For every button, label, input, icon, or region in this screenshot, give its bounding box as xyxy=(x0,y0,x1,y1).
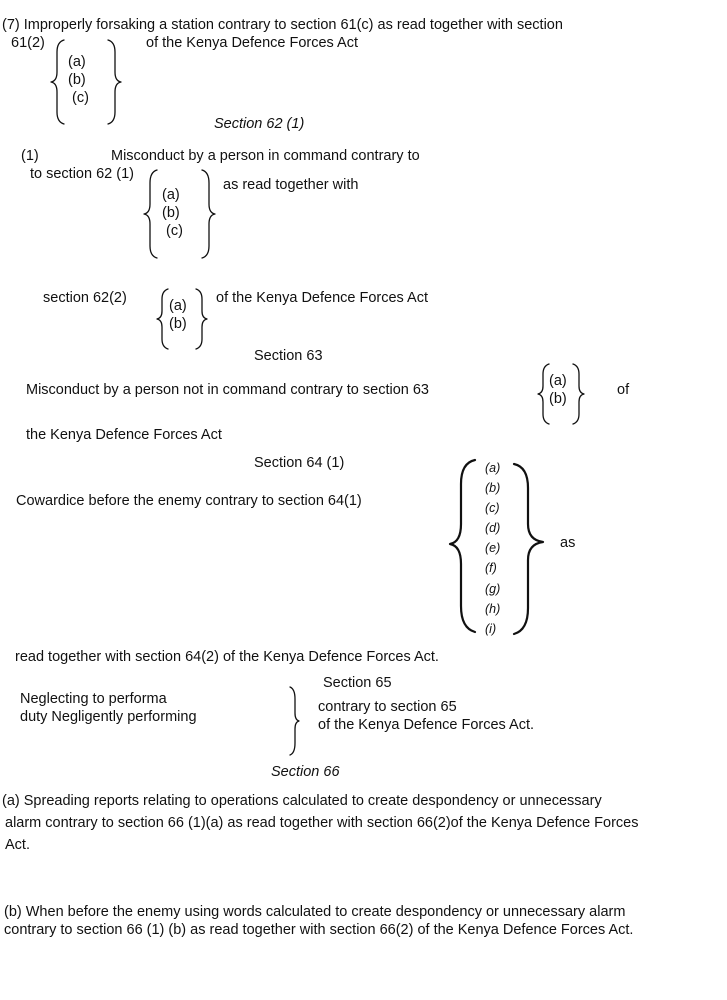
s62-heading: Section 62 (1) xyxy=(214,116,305,132)
s62-item: (a) xyxy=(169,298,187,314)
s65-heading: Section 65 xyxy=(323,675,392,691)
s62-item: (b) xyxy=(162,205,180,221)
s61-line1: (7) Improperly forsaking a station contrary to section 61(c) as read together with section xyxy=(2,17,563,33)
s62-items-2 xyxy=(169,297,187,333)
s63-of: of xyxy=(617,382,630,398)
s64-right-brace xyxy=(508,460,548,638)
s65-right1: contrary to section 65 xyxy=(318,699,457,715)
s62-right-brace-2 xyxy=(192,287,210,351)
s65-left1: Neglecting to performa xyxy=(20,691,167,707)
s61-tail: of the Kenya Defence Forces Act xyxy=(146,35,358,51)
s62-line2: to section 62 (1) xyxy=(30,166,134,182)
s66-heading: Section 66 xyxy=(271,764,340,780)
s66-b-line1: (b) When before the enemy using words calculated to create despondency or unnecessary alarm xyxy=(4,904,626,920)
s63-item: (b) xyxy=(549,391,567,407)
s64-item: (h) xyxy=(485,601,501,616)
s66-a-line1: (a) Spreading reports relating to operations calculated to create despondency or unnecessary xyxy=(2,793,602,809)
s62-left-brace-1 xyxy=(141,168,161,260)
s64-item: (e) xyxy=(485,541,501,556)
s64-item: (g) xyxy=(485,581,501,596)
s61-item: (c) xyxy=(72,90,89,106)
s62-item: (a) xyxy=(162,187,180,203)
s62-items-1 xyxy=(162,186,183,240)
s61-line2: 61(2) xyxy=(11,35,45,51)
s64-item: (f) xyxy=(485,561,497,576)
s62-read: as read together with xyxy=(223,177,359,193)
s64-item: (b) xyxy=(485,481,501,496)
s61-right-brace xyxy=(104,38,124,126)
s66-a-line2: alarm contrary to section 66 (1)(a) as read together with section 66(2)of the Kenya Defence Forces xyxy=(5,815,639,831)
s64-item: (d) xyxy=(485,521,501,536)
s65-left2: duty Negligently performing xyxy=(20,709,197,725)
s63-right-brace xyxy=(569,362,587,426)
s62-num: (1) xyxy=(21,148,39,164)
s61-item: (a) xyxy=(68,54,86,70)
s62-item: (c) xyxy=(166,223,183,239)
s63-text: Misconduct by a person not in command contrary to section 63 xyxy=(26,382,429,398)
s64-items xyxy=(485,458,500,639)
s64-item: (a) xyxy=(485,461,501,475)
s63-line2: the Kenya Defence Forces Act xyxy=(26,427,222,443)
s61-item: (b) xyxy=(68,72,86,88)
s64-as: as xyxy=(560,535,576,551)
s61-items xyxy=(68,53,89,107)
s62-text: Misconduct by a person in command contrary to xyxy=(111,148,420,164)
s64-item: (i) xyxy=(485,621,497,636)
s64-text: Cowardice before the enemy contrary to section 64(1) xyxy=(16,493,362,509)
s63-items xyxy=(549,372,567,408)
s63-item: (a) xyxy=(549,373,567,389)
s62-right-brace-1 xyxy=(198,168,218,260)
s66-b-line2: contrary to section 66 (1) (b) as read together with section 66(2) of the Kenya Defence Forces Act. xyxy=(4,922,634,938)
s65-right2: of the Kenya Defence Forces Act. xyxy=(318,717,535,733)
s64-line2: read together with section 64(2) of the Kenya Defence Forces Act. xyxy=(15,649,439,665)
s65-brace xyxy=(286,685,302,757)
s64-item: (c) xyxy=(485,501,500,516)
s62-sub: section 62(2) xyxy=(43,290,127,306)
s62-tail: of the Kenya Defence Forces Act xyxy=(216,290,428,306)
s62-item: (b) xyxy=(169,316,187,332)
s64-heading: Section 64 (1) xyxy=(254,455,345,471)
s61-left-brace xyxy=(48,38,68,126)
s64-left-brace xyxy=(446,456,480,636)
s66-a-line3: Act. xyxy=(5,837,30,853)
s63-heading: Section 63 xyxy=(254,348,323,364)
